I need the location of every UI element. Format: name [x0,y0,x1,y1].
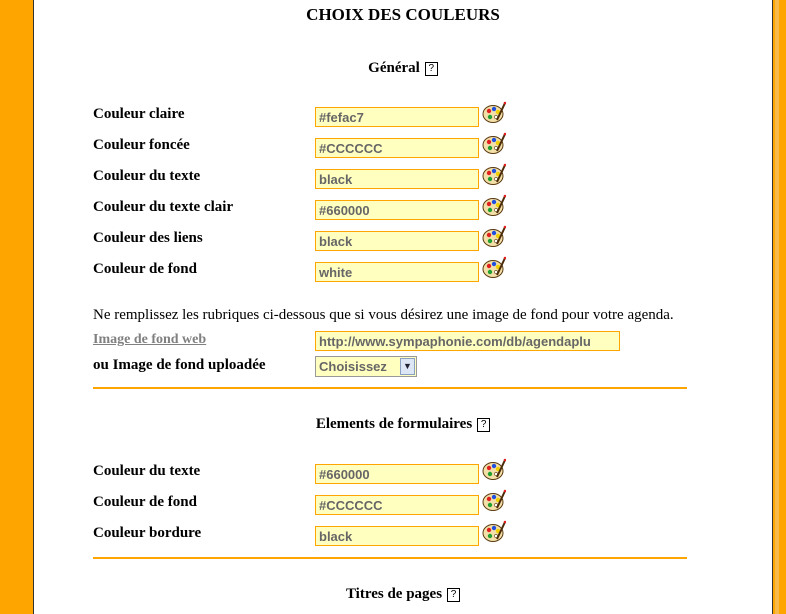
help-icon[interactable]: ? [477,418,490,432]
label-couleur-liens: Couleur des liens [93,230,203,246]
label-form-couleur-bordure: Couleur bordure [93,525,202,541]
label-couleur-foncee: Couleur foncée [93,137,190,153]
input-form-couleur-fond[interactable]: #CCCCCC [315,495,479,515]
right-frame-border [772,0,786,614]
label-form-couleur-texte: Couleur du texte [93,463,201,479]
section-title-page-titles-text: Titres de pages [345,586,443,602]
label-couleur-texte-clair: Couleur du texte clair [93,199,234,215]
help-icon[interactable]: ? [447,588,460,602]
section-title-page-titles [34,586,772,603]
input-couleur-liens[interactable]: black [315,231,479,251]
section-divider [93,387,687,389]
upload-image-select[interactable] [315,356,417,377]
help-icon[interactable]: ? [425,62,438,76]
input-couleur-texte-clair[interactable]: #660000 [315,200,479,220]
palette-icon[interactable] [482,163,506,187]
label-couleur-fond: Couleur de fond [93,261,197,277]
palette-icon[interactable] [482,520,506,544]
left-frame-border [0,0,34,614]
label-form-couleur-fond: Couleur de fond [93,494,197,510]
palette-icon[interactable] [482,194,506,218]
input-couleur-fond[interactable]: white [315,262,479,282]
section-title-general-text: Général [368,60,420,76]
input-couleur-claire[interactable]: #fefac7 [315,107,479,127]
input-couleur-foncee[interactable]: #CCCCCC [315,138,479,158]
page-title: CHOIX DES COULEURS [306,5,500,24]
label-couleur-claire: Couleur claire [93,106,185,122]
input-couleur-texte[interactable]: black [315,169,479,189]
section-divider [93,557,687,559]
web-image-link[interactable]: Image de fond web [93,332,207,347]
palette-icon[interactable] [482,225,506,249]
palette-icon[interactable] [482,132,506,156]
web-image-url-input[interactable]: http://www.sympaphonie.com/db/agendaplu [315,331,620,351]
label-couleur-texte: Couleur du texte [93,168,201,184]
input-form-couleur-texte[interactable]: #660000 [315,464,479,484]
background-image-note: Ne remplissez les rubriques ci-dessous que si vous désirez une image de fond pour votre agenda. [93,307,674,323]
section-title-forms-text: Elements de formulaires [315,416,473,432]
palette-icon[interactable] [482,101,506,125]
palette-icon[interactable] [482,458,506,482]
upload-image-label: ou Image de fond uploadée [93,357,266,373]
palette-icon[interactable] [482,489,506,513]
palette-icon[interactable] [482,256,506,280]
section-title-general [34,60,772,77]
chevron-down-icon[interactable]: ▼ [400,358,415,375]
input-form-couleur-bordure[interactable]: black [315,526,479,546]
upload-image-select-value: Choisissez [319,359,387,374]
section-title-forms [34,416,772,433]
